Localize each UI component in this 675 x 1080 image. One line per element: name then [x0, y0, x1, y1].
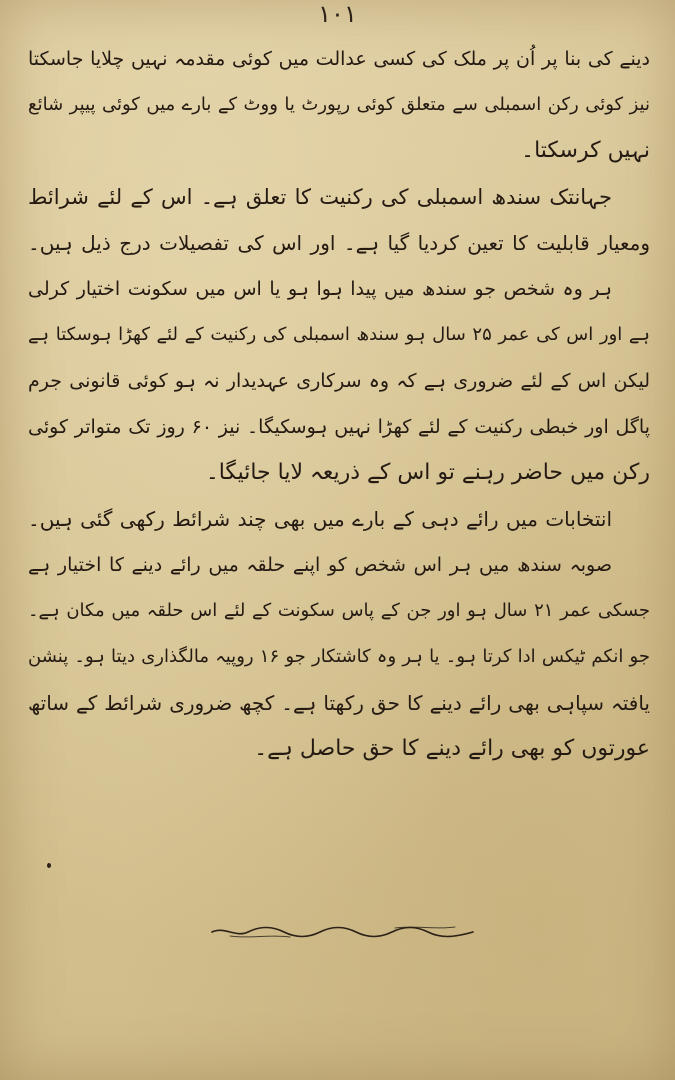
- text-line: دینے کی بنا پر اُن پر ملک کی کسی عدالت میں کوئی مقدمہ نہیں چلایا جاسکتا: [28, 48, 650, 70]
- text-line: ہر وہ شخص جو سندھ میں پیدا ہوا ہو یا اس میں سکونت اختیار کرلی: [28, 278, 612, 300]
- text-line: جسکی عمر ۲۱ سال ہو اور جن کے پاس سکونت کے لئے اس حلقہ میں مکان ہے۔: [28, 600, 650, 621]
- text-line: صوبہ سندھ میں ہر اس شخص کو اپنے حلقہ میں رائے دینے کا اختیار ہے: [28, 554, 612, 576]
- ink-dot: [47, 863, 51, 868]
- text-line: نہیں کرسکتا۔: [521, 138, 650, 163]
- body-text: [28, 36, 650, 772]
- text-line: انتخابات میں رائے دہی کے بارے میں بھی چند شرائط رکھی گئی ہیں۔: [28, 507, 612, 531]
- text-line: لیکن اس کے لئے ضروری ہے کہ وہ سرکاری عہدیدار نہ ہو کوئی قانونی جرم: [28, 370, 650, 392]
- text-line: ہے اور اس کی عمر ۲۵ سال ہو سندھ اسمبلی کی رکنیت کے لئے کھڑا ہوسکتا ہے: [28, 324, 650, 345]
- page-number: ١٠١: [318, 0, 357, 28]
- text-line: نیز کوئی رکن اسمبلی سے متعلق کوئی رپورٹ یا ووٹ کے بارے میں کوئی پیپر شائع: [28, 94, 650, 115]
- text-line: عورتوں کو بھی رائے دینے کا حق حاصل ہے۔: [254, 736, 650, 761]
- text-line: ومعیار قابلیت کا تعین کردیا گیا ہے۔ اور اس کی تفصیلات درج ذیل ہیں۔: [28, 231, 650, 255]
- divider-ornament: [210, 922, 475, 942]
- text-line: رکن میں حاضر رہنے تو اس کے ذریعہ لایا جائیگا۔: [205, 460, 650, 485]
- text-line: جہانتک سندھ اسمبلی کی رکنیت کا تعلق ہے۔ اس کے لئے شرائط: [28, 185, 612, 209]
- text-line: جو انکم ٹیکس ادا کرتا ہو۔ یا ہر وہ کاشتکار جو ۱۶ روپیہ مالگذاری دیتا ہو۔ پنشن: [28, 646, 650, 667]
- text-line: پاگل اور خبطی رکنیت کے لئے کھڑا نہیں ہوسکیگا۔ نیز ۶۰ روز تک متواتر کوئی: [28, 416, 650, 438]
- text-line: یافتہ سپاہی بھی رائے دینے کا حق رکھتا ہے۔ کچھ ضروری شرائط کے ساتھ: [28, 691, 650, 715]
